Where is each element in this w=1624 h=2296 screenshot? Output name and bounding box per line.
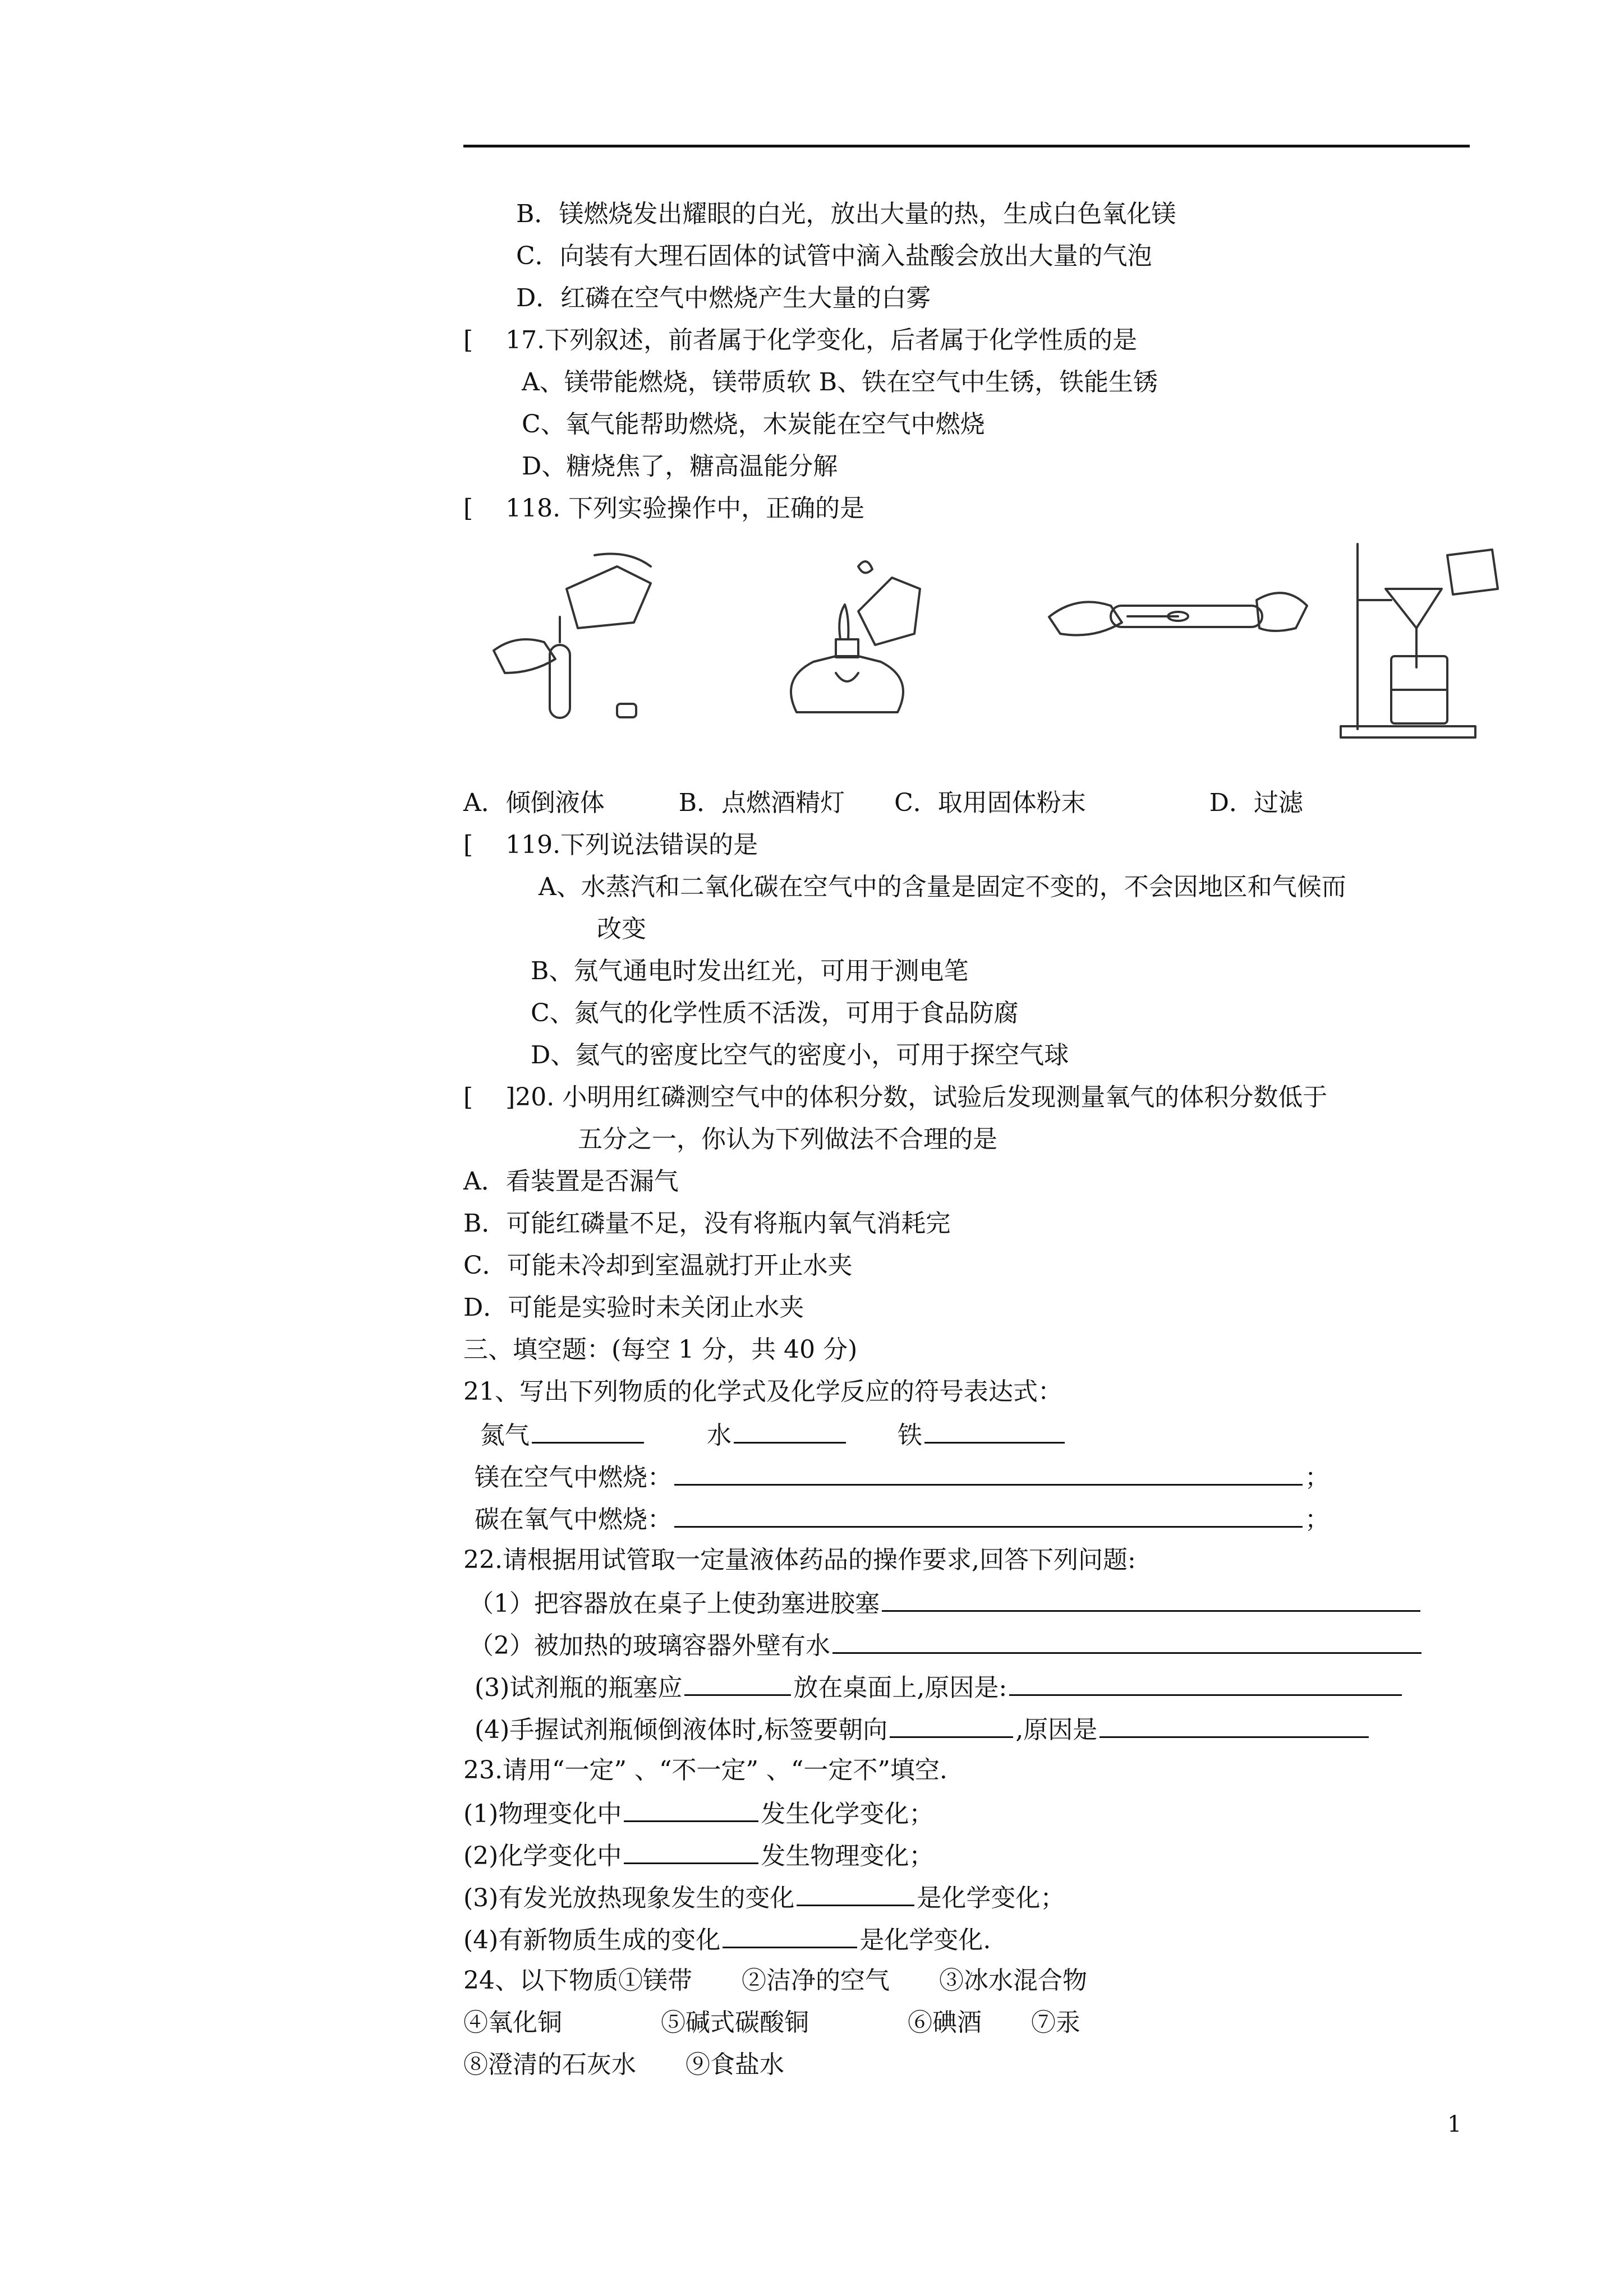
section-3-heading: 三、填空题：(每空 1 分，共 40 分) xyxy=(463,1335,858,1364)
q20-option-b: B．可能红磷量不足，没有将瓶内氧气消耗完 xyxy=(463,1209,951,1238)
q22-3-blank-a[interactable] xyxy=(684,1670,791,1696)
q17-option-c: C、氧气能帮助燃烧，木炭能在空气中燃烧 xyxy=(522,410,985,439)
q21-stem: 21、写出下列物质的化学式及化学反应的符号表达式： xyxy=(463,1377,1062,1406)
q22-1-text: （1）把容器放在桌子上使劲塞进胶塞 xyxy=(469,1589,880,1618)
q22-2-text: （2）被加热的玻璃容器外壁有水 xyxy=(469,1631,830,1660)
q24-line-3: ⑧澄清的石灰水 ⑨食盐水 xyxy=(463,2050,784,2079)
q20-stem-line2: 五分之一，你认为下列做法不合理的是 xyxy=(578,1125,997,1154)
q23-2-text-a: (2)化学变化中 xyxy=(463,1842,622,1870)
q18-stem: [ 118. 下列实验操作中，正确的是 xyxy=(463,494,865,523)
q24-line-1: 24、以下物质①镁带 ②洁净的空气 ③冰水混合物 xyxy=(463,1966,1087,1995)
figure-pour-liquid xyxy=(482,544,673,729)
q20-option-c: C．可能未冷却到室温就打开止水夹 xyxy=(463,1251,853,1280)
q19-option-a-line1: A、水蒸汽和二氧化碳在空气中的含量是固定不变的，不会因地区和气候而 xyxy=(539,873,1346,901)
q19-option-a-line2: 改变 xyxy=(597,915,646,943)
q17-option-d: D、糖烧焦了，糖高温能分解 xyxy=(522,452,838,481)
q19-stem: [ 119.下列说法错误的是 xyxy=(463,831,758,859)
header-rule xyxy=(463,145,1470,147)
water-blank[interactable] xyxy=(734,1417,846,1444)
figure-alcohol-lamp xyxy=(774,544,942,729)
q20-stem-line1: [ ]20. 小明用红磷测空气中的体积分数，试验后发现测量氧气的体积分数低于 xyxy=(463,1083,1328,1112)
water-label: 水 xyxy=(707,1421,732,1450)
q16-option-c: C．向装有大理石固体的试管中滴入盐酸会放出大量的气泡 xyxy=(516,242,1152,270)
q23-4-blank[interactable] xyxy=(723,1922,857,1948)
c-semicolon: ； xyxy=(1305,1505,1329,1534)
q23-3-blank[interactable] xyxy=(797,1880,914,1906)
q22-item-1 xyxy=(469,1585,1423,1619)
q23-item-4 xyxy=(463,1922,991,1956)
q22-3-blank-b[interactable] xyxy=(1009,1670,1402,1696)
q23-item-2 xyxy=(463,1838,933,1871)
q22-4-blank-a[interactable] xyxy=(890,1712,1013,1738)
q23-item-3 xyxy=(463,1880,1065,1914)
q22-3-text-a: (3)试剂瓶的瓶塞应 xyxy=(475,1673,683,1702)
q23-stem: 23.请用“一定” 、“不一定” 、“一定不”填空. xyxy=(463,1756,947,1785)
q20-option-d: D．可能是实验时未关闭止水夹 xyxy=(463,1293,804,1322)
q19-option-c: C、氮气的化学性质不活泼，可用于食品防腐 xyxy=(531,999,1019,1027)
mg-combustion-blank[interactable] xyxy=(674,1459,1303,1486)
page-number: 1 xyxy=(1447,2111,1462,2137)
q21-mg-line xyxy=(475,1459,1329,1493)
q21-formulas xyxy=(480,1417,1067,1451)
q16-option-d: D．红磷在空气中燃烧产生大量的白雾 xyxy=(516,284,931,312)
q22-stem: 22.请根据用试管取一定量液体药品的操作要求,回答下列问题: xyxy=(463,1546,1136,1574)
q16-option-b: B．镁燃烧发出耀眼的白光，放出大量的热，生成白色氧化镁 xyxy=(516,200,1176,228)
q23-2-text-b: 发生物理变化； xyxy=(761,1842,934,1870)
q23-3-text-b: 是化学变化； xyxy=(917,1884,1065,1912)
q23-2-blank[interactable] xyxy=(624,1838,758,1864)
mg-combustion-label: 镁在空气中燃烧： xyxy=(475,1463,672,1492)
q23-1-text-a: (1)物理变化中 xyxy=(463,1800,622,1828)
q24-line-2: ④氧化铜 ⑤碱式碳酸铜 ⑥碘酒 ⑦汞 xyxy=(463,2008,1080,2037)
q23-4-text-a: (4)有新物质生成的变化 xyxy=(463,1926,721,1954)
q22-4-blank-b[interactable] xyxy=(1099,1712,1369,1738)
q19-option-b: B、氖气通电时发出红光，可用于测电笔 xyxy=(531,957,969,985)
q18-options: A．倾倒液体 B．点燃酒精灯 C．取用固体粉末 D．过滤 xyxy=(463,789,1304,817)
q22-2-blank[interactable] xyxy=(832,1628,1421,1654)
q23-4-text-b: 是化学变化. xyxy=(859,1926,991,1954)
c-combustion-label: 碳在氧气中燃烧： xyxy=(475,1505,672,1534)
figure-solid-powder xyxy=(1043,544,1313,684)
q22-item-2 xyxy=(469,1628,1424,1661)
nitrogen-blank[interactable] xyxy=(532,1417,644,1444)
mg-semicolon: ； xyxy=(1305,1463,1329,1492)
c-combustion-blank[interactable] xyxy=(674,1501,1303,1528)
q17-stem: [ 17.下列叙述，前者属于化学变化，后者属于化学性质的是 xyxy=(463,326,1138,354)
q20-option-a: A．看装置是否漏气 xyxy=(463,1167,679,1196)
q23-1-text-b: 发生化学变化； xyxy=(761,1800,934,1828)
q22-item-3 xyxy=(475,1670,1404,1703)
q17-options-ab: A、镁带能燃烧，镁带质软 B、铁在空气中生锈，铁能生锈 xyxy=(522,368,1158,397)
iron-label: 铁 xyxy=(898,1421,922,1450)
q22-4-text-a: (4)手握试剂瓶倾倒液体时,标签要朝向 xyxy=(475,1716,888,1744)
q23-3-text-a: (3)有发光放热现象发生的变化 xyxy=(463,1884,795,1912)
q22-item-4 xyxy=(475,1712,1371,1745)
figure-filtration xyxy=(1335,538,1503,740)
iron-blank[interactable] xyxy=(924,1417,1065,1444)
q23-item-1 xyxy=(463,1796,933,1829)
q22-3-text-b: 放在桌面上,原因是: xyxy=(793,1673,1007,1702)
q22-4-text-b: ,原因是 xyxy=(1015,1716,1098,1744)
nitrogen-label: 氮气 xyxy=(480,1421,530,1450)
q23-1-blank[interactable] xyxy=(624,1796,758,1822)
q22-1-blank[interactable] xyxy=(882,1585,1420,1612)
q19-option-d: D、氦气的密度比空气的密度小，可用于探空气球 xyxy=(531,1041,1069,1069)
q21-c-line xyxy=(475,1501,1329,1535)
